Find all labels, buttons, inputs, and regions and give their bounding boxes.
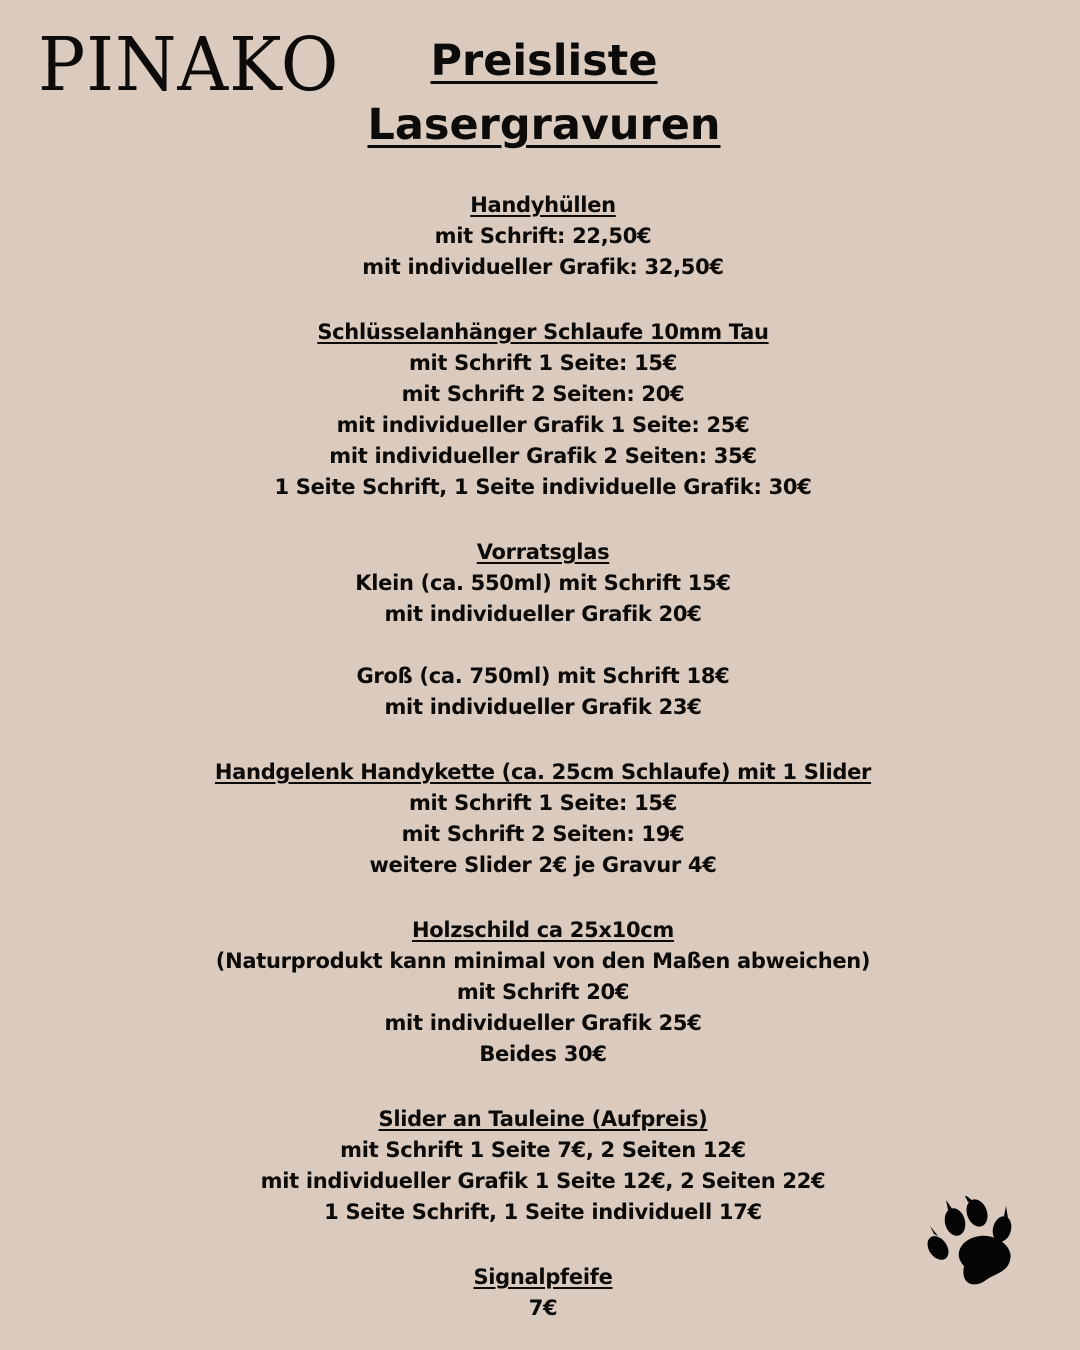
page-title-line1: Preisliste [430,36,658,86]
price-line: mit individueller Grafik 1 Seite: 25€ [336,413,750,437]
brand-logo: PINAKO [38,22,340,108]
section-heading: Handgelenk Handykette (ca. 25cm Schlaufe) mit 1 Slider [214,760,872,784]
section-heading: Handyhüllen [470,193,616,217]
section-slider-tauleine [0,1104,1080,1228]
section-schluesselanhaenger [0,317,1080,503]
price-line: mit individueller Grafik: 32,50€ [362,255,724,279]
section-holzschild [0,915,1080,1070]
section-vorratsglas [0,537,1080,723]
price-line: 7€ [528,1296,558,1320]
price-line: 1 Seite Schrift, 1 Seite individuell 17€ [324,1200,762,1224]
section-signalpfeife [0,1262,1080,1324]
price-line: mit Schrift 20€ [456,980,630,1004]
page-title-line2: Lasergravuren [367,100,721,150]
price-line: Groß (ca. 750ml) mit Schrift 18€ [356,664,730,688]
paw-print-icon [922,1196,1018,1294]
section-heading: Schlüsselanhänger Schlaufe 10mm Tau [317,320,769,344]
price-list [0,190,1080,1324]
price-line: mit individueller Grafik 23€ [384,695,702,719]
spacer-line [0,630,1080,661]
price-line: mit Schrift: 22,50€ [434,224,652,248]
price-line: mit individueller Grafik 20€ [384,602,702,626]
price-line: Beides 30€ [479,1042,607,1066]
section-heading: Vorratsglas [476,540,610,564]
price-line: 1 Seite Schrift, 1 Seite individuelle Grafik: 30€ [274,475,812,499]
price-line: weitere Slider 2€ je Gravur 4€ [369,853,717,877]
section-handyhuellen [0,190,1080,283]
price-line: mit Schrift 1 Seite: 15€ [408,351,678,375]
section-heading: Slider an Tauleine (Aufpreis) [378,1107,708,1131]
section-heading: Holzschild ca 25x10cm [411,918,674,942]
price-line: Klein (ca. 550ml) mit Schrift 15€ [355,571,731,595]
section-heading: Signalpfeife [473,1265,613,1289]
price-line: mit individueller Grafik 25€ [384,1011,702,1035]
section-handykette [0,757,1080,881]
note-line: (Naturprodukt kann minimal von den Maßen abweichen) [215,949,871,973]
price-line: mit individueller Grafik 2 Seiten: 35€ [329,444,757,468]
price-line: mit Schrift 1 Seite: 15€ [408,791,678,815]
price-line: mit Schrift 2 Seiten: 19€ [401,822,685,846]
price-line: mit Schrift 1 Seite 7€, 2 Seiten 12€ [340,1138,746,1162]
price-line: mit individueller Grafik 1 Seite 12€, 2 Seiten 22€ [260,1169,826,1193]
price-line: mit Schrift 2 Seiten: 20€ [401,382,685,406]
